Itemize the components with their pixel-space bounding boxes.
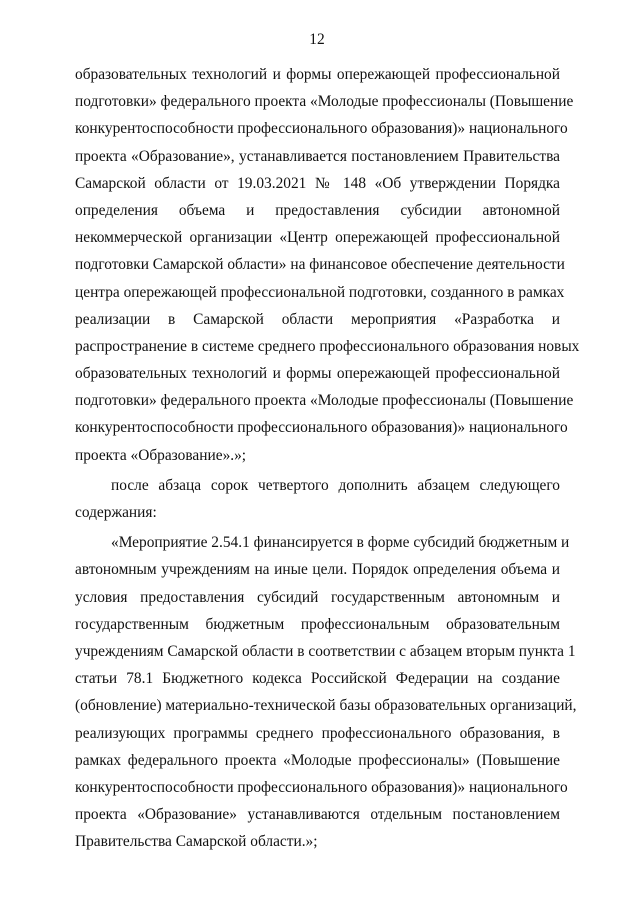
text-line: реализации в Самарской области мероприятия «Разработка и [75, 310, 560, 328]
text-line: подготовки Самарской области» на финансовое обеспечение деятельности [75, 256, 565, 274]
text-line: учреждениям Самарской области в соответствии с абзацем вторым пункта 1 [75, 642, 576, 660]
text-line: конкурентоспособности профессионального образования)» национального [75, 778, 568, 796]
text-line: образовательных технологий и формы опережающей профессиональной [75, 66, 560, 83]
text-line: рамках федерального проекта «Молодые профессионалы» (Повышение [75, 751, 560, 769]
text-line: государственным бюджетным профессиональным образовательным [75, 615, 560, 633]
text-line: реализующих программы среднего профессионального образования, в [75, 724, 560, 742]
text-line: определения объема и предоставления субсидии автономной [75, 201, 560, 219]
paragraph-3 [75, 529, 577, 855]
text-line: «Мероприятие 2.54.1 финансируется в форме субсидий бюджетным и [111, 534, 570, 552]
paragraph-2 [75, 472, 560, 526]
text-line: Правительства Самарской области.»; [75, 833, 318, 851]
text-line: (обновление) материально-технической базы образовательных организаций, [75, 697, 577, 715]
text-line: проекта «Образование».»; [75, 446, 247, 464]
text-line: Самарской области от 19.03.2021 № 148 «Об утверждении Порядка [75, 174, 560, 192]
text-line: содержания: [75, 504, 157, 521]
text-line: статьи 78.1 Бюджетного кодекса Российской Федерации на создание [75, 670, 560, 688]
text-line: подготовки» федерального проекта «Молодые профессионалы (Повышение [75, 392, 574, 410]
document-body [75, 61, 580, 855]
text-line: условия предоставления субсидий государственным автономным и [75, 588, 560, 606]
text-line: подготовки» федерального проекта «Молодые профессионалы (Повышение [75, 93, 574, 111]
page-number: 12 [309, 31, 325, 48]
text-line: центра опережающей профессиональной подготовки, созданного в рамках [75, 283, 565, 301]
text-line: образовательных технологий и формы опережающей профессиональной [75, 365, 560, 383]
paragraph-1 [75, 61, 580, 469]
text-line: проекта «Образование» устанавливаются отдельным постановлением [75, 806, 560, 824]
text-line: конкурентоспособности профессионального образования)» национального [75, 419, 568, 437]
text-line: автономным учреждениям на иные цели. Порядок определения объема и [75, 561, 560, 579]
text-line: некоммерческой организации «Центр опережающей профессиональной [75, 229, 560, 247]
text-line: после абзаца сорок четвертого дополнить абзацем следующего [111, 476, 560, 494]
text-line: распространение в системе среднего профессионального образования новых [75, 337, 580, 355]
text-line: конкурентоспособности профессионального образования)» национального [75, 120, 568, 138]
text-line: проекта «Образование», устанавливается постановлением Правительства [75, 147, 560, 165]
